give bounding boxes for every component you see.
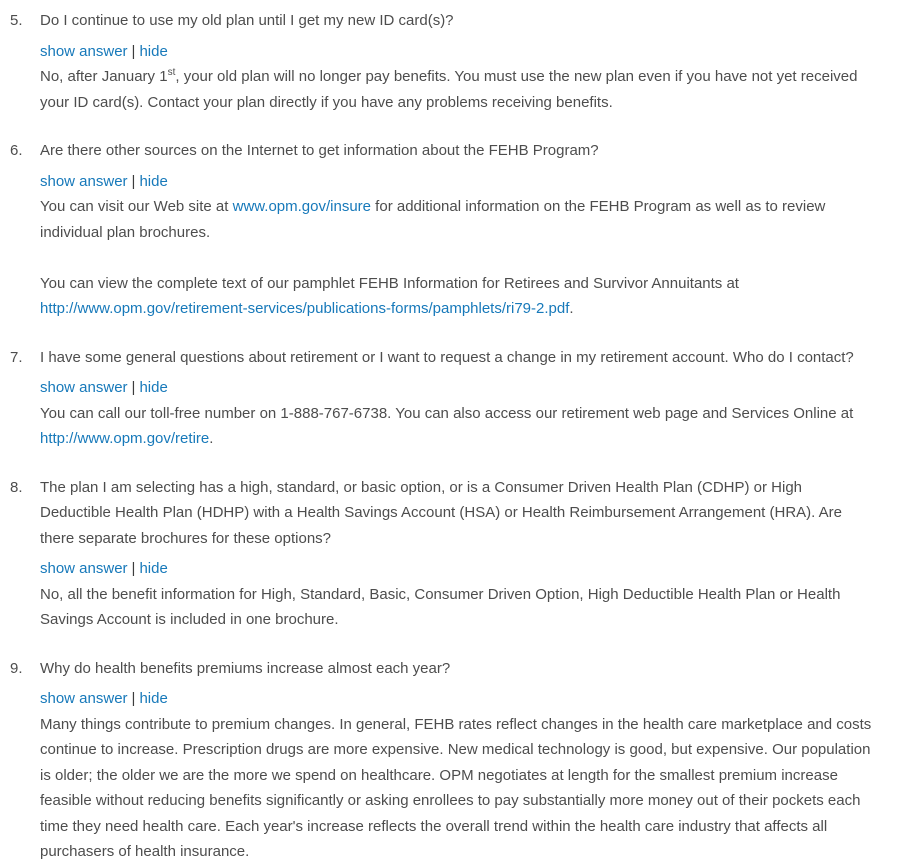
show-answer-link[interactable]: show answer	[40, 560, 128, 577]
faq-item	[10, 656, 872, 865]
answer-paragraph	[40, 194, 872, 245]
answer-paragraph	[40, 712, 872, 865]
faq-controls	[40, 39, 872, 65]
link-separator: |	[131, 172, 136, 190]
show-answer-link[interactable]: show answer	[40, 42, 128, 60]
link-separator: |	[131, 690, 136, 707]
faq-question: The plan I am selecting has a high, standard, or basic option, or is a Consumer Driven Health Plan (CDHP) or High Deductible Health Plan (HDHP) with a Health Savings Account (HSA) or Health Reimbursement Arrangement (HRA). Are there separate brochures for these options?	[40, 478, 843, 547]
answer-text: for additional information on the FEHB Program as well as to review individual plan brochures.	[40, 198, 826, 241]
faq-question: Do I continue to use my old plan until I get my new ID card(s)?	[40, 12, 454, 29]
faq-controls	[40, 169, 872, 195]
answer-paragraph	[40, 401, 872, 452]
faq-question: Why do health benefits premiums increase almost each year?	[40, 659, 451, 677]
faq-question: Are there other sources on the Internet to get information about the FEHB Program?	[40, 142, 599, 159]
answer-paragraph	[40, 271, 872, 322]
faq-item-number: 9.	[10, 659, 23, 677]
answer-text: , your old plan will no longer pay benefits. You must use the new plan even if you have not yet received your ID card(s). Contact your plan directly if you have any problems receiving benefits.	[40, 68, 858, 111]
link-separator: |	[131, 42, 136, 60]
faq-item-number: 6.	[10, 142, 23, 159]
faq-answer	[40, 64, 872, 115]
answer-paragraph	[40, 64, 872, 115]
inline-link[interactable]: http://www.opm.gov/retire	[40, 430, 210, 447]
show-answer-link[interactable]: show answer	[40, 690, 128, 707]
faq-item-content	[40, 475, 872, 633]
faq-item-number: 7.	[10, 348, 23, 366]
faq-list	[10, 8, 872, 865]
faq-item	[10, 138, 872, 322]
faq-item	[10, 345, 872, 452]
answer-text: You can call our toll-free number on 1-888-767-6738. You can also access our retirement web page and Services Online at	[40, 404, 854, 422]
faq-controls	[40, 556, 872, 582]
faq-controls	[40, 375, 872, 401]
answer-text: No, all the benefit information for High, Standard, Basic, Consumer Driven Option, High Deductible Health Plan or Health Savings Account is included in one brochure.	[40, 585, 841, 628]
link-separator: |	[131, 560, 136, 577]
faq-question: I have some general questions about retirement or I want to request a change in my retirement account. Who do I contact?	[40, 348, 854, 366]
faq-answer	[40, 712, 872, 865]
faq-item	[10, 475, 872, 633]
hide-link[interactable]: hide	[139, 379, 168, 396]
show-answer-link[interactable]: show answer	[40, 379, 128, 396]
hide-link[interactable]: hide	[139, 690, 168, 707]
faq-answer	[40, 401, 872, 452]
answer-text: No, after January 1	[40, 68, 168, 85]
faq-item-content	[40, 656, 872, 865]
superscript-text: st	[167, 67, 176, 78]
faq-item-number: 5.	[10, 12, 23, 29]
link-separator: |	[131, 379, 136, 396]
faq-item	[10, 8, 872, 115]
show-answer-link[interactable]: show answer	[40, 172, 128, 190]
faq-answer	[40, 194, 872, 322]
hide-link[interactable]: hide	[139, 172, 168, 190]
inline-link[interactable]: http://www.opm.gov/retirement-services/publications-forms/pamphlets/ri79-2.pdf	[40, 300, 570, 317]
inline-link[interactable]: www.opm.gov/insure	[232, 198, 372, 215]
faq-item-number: 8.	[10, 478, 23, 496]
faq-item-content	[40, 8, 872, 115]
answer-text: .	[209, 430, 214, 447]
answer-text: You can view the complete text of our pamphlet FEHB Information for Retirees and Survivor Annuitants at	[40, 274, 739, 292]
faq-controls	[40, 686, 872, 712]
answer-paragraph	[40, 582, 872, 633]
answer-text: .	[569, 300, 574, 317]
faq-answer	[40, 582, 872, 633]
answer-text: You can visit our Web site at	[40, 198, 233, 215]
faq-item-content	[40, 138, 872, 322]
answer-text: Many things contribute to premium changes. In general, FEHB rates reflect changes in the health care marketplace and costs continue to increase. Prescription drugs are more expensive. New medical technology is good, but expensive. Our population is older; the older we are the more we spend on healthcare. OPM negotiates at length for the smallest premium increase feasible without reducing benefits significantly or asking enrollees to pay substantially more money out of their pockets each time they need health care. Each year's increase reflects the overall trend within the health care industry that affects all purchasers of health insurance.	[40, 715, 872, 860]
hide-link[interactable]: hide	[139, 42, 168, 60]
faq-item-content	[40, 345, 872, 452]
hide-link[interactable]: hide	[139, 560, 168, 577]
